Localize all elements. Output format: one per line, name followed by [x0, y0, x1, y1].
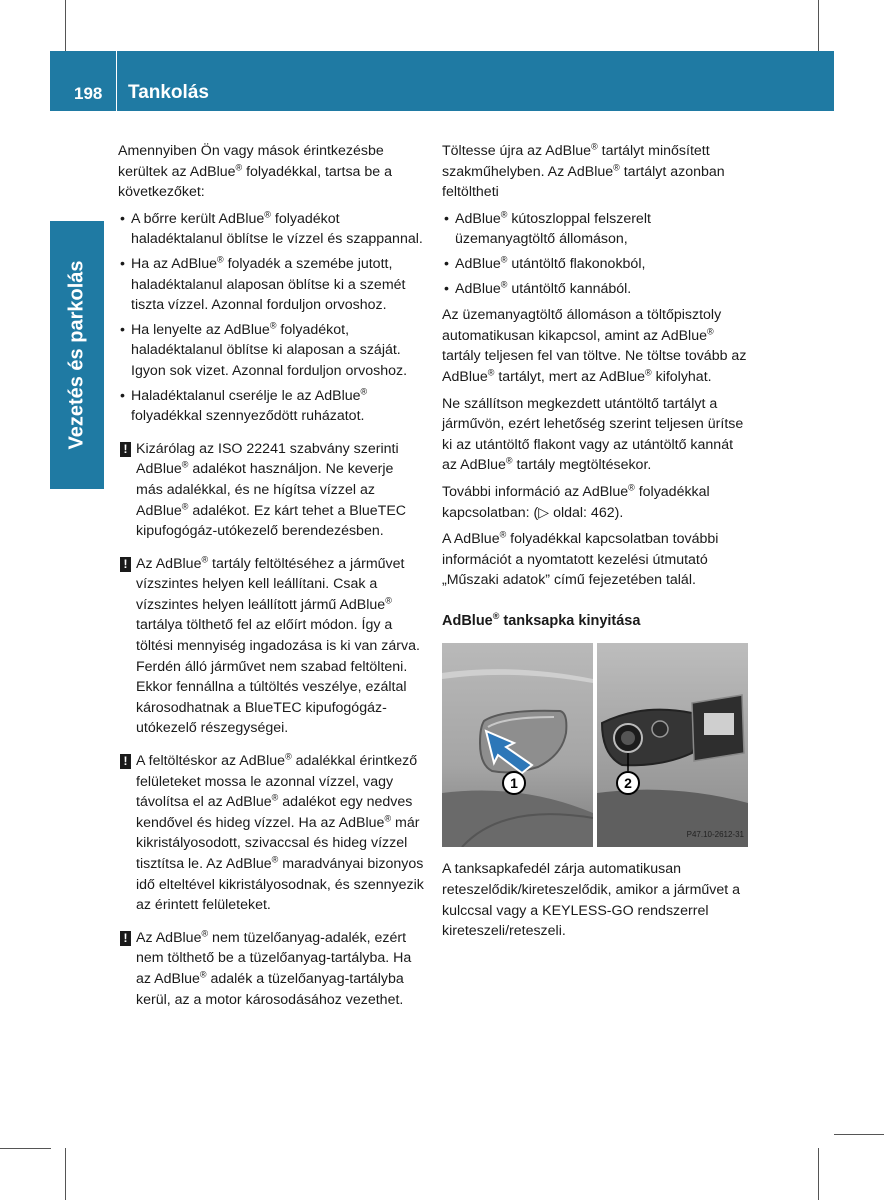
warning-icon: ! [120, 442, 131, 457]
figure-code: P47.10-2612-31 [686, 829, 744, 839]
warning-note: ! Az AdBlue® tartály feltöltéséhez a járművet vízszintes helyen kell leállítani. Csak a vízszintes helyen leállított jármű AdBlue® tartálya tölthető fel az előírt módon. Így a töltési mennyiség ingadozása is ki van zárva. Ferdén álló járművet nem szabad feltölteni. Ekkor fennállna a túltöltés veszélye, ezáltal károsodhatnak a BlueTEC kipufogógáz-utókezelő részegységei. [118, 554, 424, 739]
crop-mark [65, 1148, 66, 1200]
callout-1: 1 [510, 775, 518, 792]
page-title: Tankolás [128, 82, 209, 103]
first-aid-list [118, 209, 424, 427]
refill-intro: Töltesse újra az AdBlue® tartályt minősített szakműhelyben. Az AdBlue® tartályt azonban feltöltheti [442, 141, 725, 201]
warning-note: ! Kizárólag az ISO 22241 szabvány szerinti AdBlue® adalékot használjon. Ne keverje más adalékkal, és ne hígítsa vízzel az AdBlue® adalékot. Ez kárt tehet a BlueTEC kipufogógáz-utókezelő berendezésben. [118, 439, 424, 542]
chapter-side-label: Vezetés és parkolás [65, 260, 88, 450]
list-item: • Ha az AdBlue® folyadék a szemébe jutott, haladéktalanul alaposan öblítse ki a szemét tiszta vízzel. Azonnal forduljon orvoshoz. [118, 254, 424, 316]
list-item: • AdBlue® kútoszloppal felszerelt üzemanyagtöltő állomáson, [442, 209, 748, 250]
warning-note: ! A feltöltéskor az AdBlue® adalékkal érintkező felületeket mossa le azonnal vízzel, vagy távolítsa el az AdBlue® adalékot egy nedves kendővel és hideg vízzel. Ha az AdBlue® már kikristályosodott, szivaccsal és hideg vízzel tisztítsa le. Az AdBlue® maradványai bizonyos idő elteltével kikristályosodnak, és szennyezik az érintett felületeket. [118, 751, 424, 916]
crop-mark [0, 1148, 51, 1149]
callout-2: 2 [624, 775, 632, 792]
body-paragraph: Ne szállítson megkezdett utántöltő tartályt a járművön, ezért lehetőség szerint teljesen ürítse ki az utántöltő flakont vagy az utántöltő kannát az AdBlue® tartály megtöltésekor. [442, 395, 744, 474]
body-paragraph: További információ az AdBlue® folyadékkal kapcsolatban: (▷ oldal: 462). [442, 482, 710, 521]
figure-caption: A tanksapkafedél zárja automatikusan reteszelődik/kireteszelődik, amikor a járművet a kulccsal vagy a KEYLESS-GO rendszerrel kireteszeli/reteszeli. [442, 861, 741, 940]
refill-options-list [442, 209, 748, 299]
list-item: • AdBlue® utántöltő flakonokból, [442, 254, 748, 275]
crop-mark [65, 0, 66, 51]
fuel-flap-figure [442, 643, 748, 847]
list-item: • Haladéktalanul cserélje le az AdBlue® folyadékkal szennyeződött ruházatot. [118, 386, 424, 427]
page-number: 198 [74, 84, 103, 103]
list-item: • A bőrre került AdBlue® folyadékot haladéktalanul öblítse le vízzel és szappannal. [118, 209, 424, 250]
crop-mark [818, 1148, 819, 1200]
intro-paragraph: Amennyiben Ön vagy mások érintkezésbe kerültek az AdBlue® folyadékkal, tartsa be a következőket: [118, 143, 392, 201]
crop-mark [818, 0, 819, 51]
warning-note: ! Az AdBlue® nem tüzelőanyag-adalék, ezért nem tölthető be a tüzelőanyag-tartályba. Ha az AdBlue® adalék a tüzelőanyag-tartályba kerül, az a motor károsodásához vezethet. [118, 928, 424, 1010]
list-item: • AdBlue® utántöltő kannából. [442, 279, 748, 300]
header-divider [116, 51, 117, 111]
warning-icon: ! [120, 557, 131, 572]
warning-icon: ! [120, 931, 131, 946]
crop-mark [834, 1134, 884, 1135]
section-heading: AdBlue® tanksapka kinyitása [442, 611, 641, 629]
fuel-flap-illustration [442, 643, 748, 847]
body-paragraph: A AdBlue® folyadékkal kapcsolatban további információt a nyomtatott kezelési útmutató „Műszaki adatok” című fejezetében talál. [442, 529, 719, 589]
warning-icon: ! [120, 754, 131, 769]
left-column [118, 141, 424, 1018]
right-column [442, 141, 748, 948]
body-paragraph: Az üzemanyagtöltő állomáson a töltőpisztoly automatikusan kikapcsol, amint az AdBlue® tartály teljesen fel van töltve. Ne töltse tovább az AdBlue® tartályt, mert az AdBlue® kifolyhat. [442, 307, 747, 385]
list-item: • Ha lenyelte az AdBlue® folyadékot, haladéktalanul öblítse ki alaposan a száját. Igyon sok vizet. Azonnal forduljon orvoshoz. [118, 320, 424, 382]
